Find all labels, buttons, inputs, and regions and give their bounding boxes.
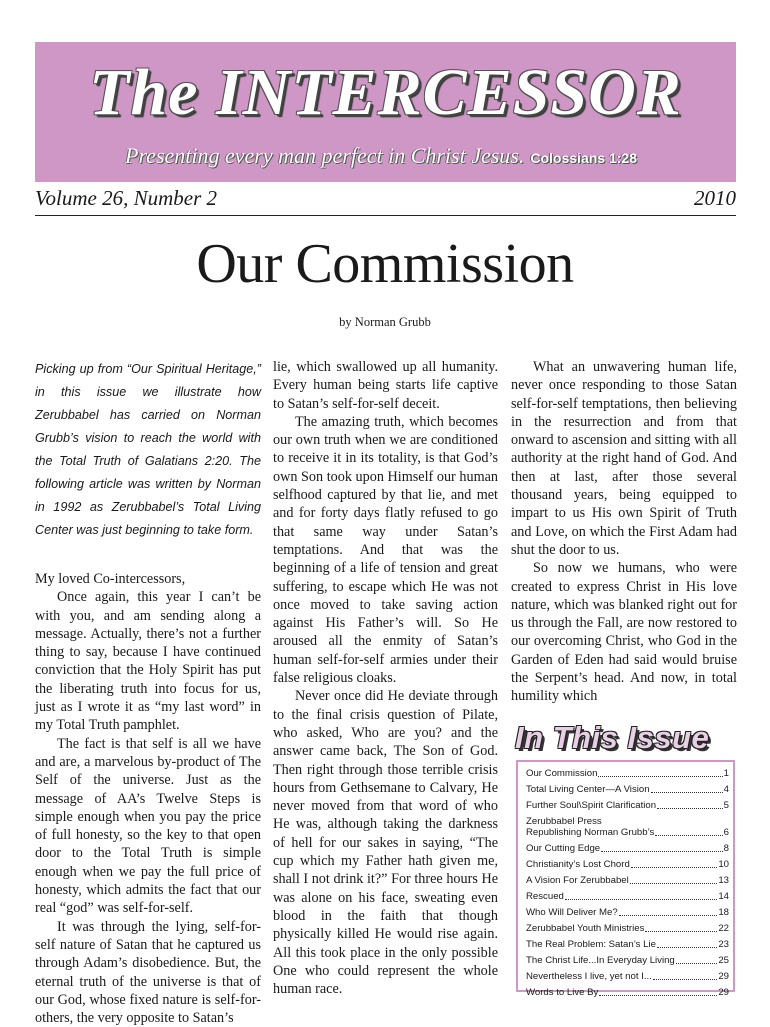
paragraph: The fact is that self is all we have and are, a marvelous by-product of The Self of the universe. Just as the message of AA’s Twelve Steps is simple enough when you pay the price of full honesty, so the key to that open door to the Total Truth is simple enough when we pay the full price of honesty, which admits the fact that our real “god” was self-for-self. bbox=[35, 735, 261, 917]
paragraph: What an unwavering human life, never once responding to those Satan self-for-self temptations, then believing in the resurrection and from that onward to ascension and sitting with all authority at the right hand of God. And then at last, after those several thousand years, being equipped to impart to us His own Spirit of Truth and Love, on which the First Adam had shut the door to us. bbox=[511, 359, 737, 558]
toc-item-page: 23 bbox=[718, 939, 729, 950]
article-column-3 bbox=[511, 358, 737, 706]
toc-item-title: Total Living Center—A Vision bbox=[526, 784, 650, 795]
toc-item-page: 8 bbox=[723, 843, 729, 854]
toc-item[interactable] bbox=[526, 891, 729, 902]
toc-leader-dots bbox=[565, 899, 717, 900]
toc-leader-dots bbox=[651, 792, 723, 793]
toc-leader-dots bbox=[598, 776, 722, 777]
volume-number: Volume 26, Number 2 bbox=[35, 186, 217, 210]
toc-item[interactable] bbox=[526, 987, 729, 998]
paragraph: So now we humans, who were created to express Christ in His love nature, which was blanked right out for us through the Fall, are now restored to our overcoming Christ, who God in the Garden of Eden had said would bruise the Serpent’s head. And now, in total humility which bbox=[511, 560, 737, 705]
paragraph: Once again, this year I can’t be with you, and am sending along a message. Actually, there’s not a further thing to say, because I have continued conviction that the Holy Spirit has put the liberating truth into focus for us, just as I wrote it as “my last word” in my Total Truth pamphlet. bbox=[35, 589, 261, 734]
toc-item[interactable] bbox=[526, 784, 729, 795]
toc-item-page: 4 bbox=[723, 784, 729, 795]
issue-year: 2010 bbox=[694, 186, 736, 210]
toc-leader-dots bbox=[676, 963, 718, 964]
toc-item-title: Nevertheless I live, yet not I... bbox=[526, 971, 652, 982]
paragraph: It was through the lying, self-for-self nature of Satan that he captured us through Adam’s disobedience. But, the eternal truth of the universe is that of our God, whose fixed nature is self-for-others, the very opposite to Satan’s bbox=[35, 918, 261, 1027]
toc-item-title: The Christ Life...In Everyday Living bbox=[526, 955, 675, 966]
header-divider bbox=[35, 215, 736, 216]
toc-leader-dots bbox=[655, 835, 722, 836]
toc-leader-dots bbox=[645, 931, 717, 932]
toc-item[interactable] bbox=[526, 971, 729, 982]
toc-leader-dots bbox=[653, 979, 717, 980]
toc-leader-dots bbox=[630, 883, 718, 884]
toc-item-page: 25 bbox=[718, 955, 729, 966]
masthead-tagline bbox=[125, 143, 637, 169]
newsletter-title: The INTERCESSOR bbox=[89, 56, 682, 129]
in-this-issue-heading: In This Issue bbox=[515, 720, 710, 755]
toc-item-page: 1 bbox=[723, 768, 729, 779]
toc-leader-dots bbox=[619, 915, 718, 916]
article-byline: by Norman Grubb bbox=[339, 315, 431, 329]
toc-item-title: Further Soul\Spirit Clarification bbox=[526, 800, 657, 811]
toc-item[interactable] bbox=[526, 816, 729, 838]
toc-leader-dots bbox=[657, 947, 717, 948]
toc-item[interactable] bbox=[526, 939, 729, 950]
toc-item-page: 13 bbox=[718, 875, 729, 886]
toc-item-title: Our Commission bbox=[526, 768, 598, 779]
toc-item-title: Christianity’s Lost Chord bbox=[526, 859, 630, 870]
toc-leader-dots bbox=[631, 867, 718, 868]
article-title: Our Commission bbox=[196, 233, 574, 295]
toc-item[interactable] bbox=[526, 955, 729, 966]
toc-item-title: Zerubbabel Youth Ministries bbox=[526, 923, 645, 934]
toc-item-page: 29 bbox=[718, 971, 729, 982]
toc-leader-dots bbox=[601, 851, 723, 852]
toc-item[interactable] bbox=[526, 843, 729, 854]
toc-item-title: Our Cutting Edge bbox=[526, 843, 601, 854]
toc-item-title: Words to Live By bbox=[526, 987, 599, 998]
toc-item-title: The Real Problem: Satan’s Lie bbox=[526, 939, 656, 950]
toc-item[interactable] bbox=[526, 923, 729, 934]
toc-leader-dots bbox=[599, 995, 717, 996]
toc-item-page: 6 bbox=[723, 827, 729, 838]
paragraph: My loved Co-intercessors, bbox=[35, 571, 186, 587]
toc-item-title: Zerubbabel Press Republishing Norman Grubb’s bbox=[526, 816, 655, 838]
paragraph: Never once did He deviate through to the final crisis question of Pilate, who asked, Who are you? and the answer came back, The Son of God. Then right through those terrible crisis hours from Gethsemane to Calvary, He never moved from that word of who He was, although taking the darkness of hell for our sakes in saying, “The cup which my Father hath given me, shall I not drink it?” For three hours He was alone on his face, sweating even blood in the faith that though physically killed He would rise again. All this took place in the only possible One who could represent the whole human race. bbox=[273, 688, 498, 998]
toc-item-page: 5 bbox=[723, 800, 729, 811]
toc-item[interactable] bbox=[526, 859, 729, 870]
toc-item[interactable] bbox=[526, 800, 729, 811]
toc-item-page: 22 bbox=[718, 923, 729, 934]
toc-item-title: Rescued bbox=[526, 891, 564, 902]
toc-item-title: Who Will Deliver Me? bbox=[526, 907, 618, 918]
toc-item[interactable] bbox=[526, 907, 729, 918]
article-intro: Picking up from “Our Spiritual Heritage,” in this issue we illustrate how Zerubbabel has carried on Norman Grubb’s vision to reach the world with the Total Truth of Galatians 2:20. The following article was written by Norman in 1992 as Zerubbabel’s Total Living Center was just beginning to take form. bbox=[35, 362, 261, 537]
table-of-contents bbox=[516, 760, 735, 998]
tagline-reference: Colossians 1:28 bbox=[530, 150, 637, 166]
toc-item[interactable] bbox=[526, 768, 729, 779]
paragraph: The amazing truth, which becomes our own truth when we are conditioned to receive it in its totality, is that God’s own Son took upon Himself our human selfhood captured by that lie, and met and for forty days flatly refused to go that same way under Satan’s temptations. And that was the beginning of a life of tension and great suffering, to escape which He was not once moved to take saving action against His Father’s will. So He aroused all the enmity of Satan’s human self-for-self armies under their false religious cloaks. bbox=[273, 413, 498, 687]
toc-item-page: 29 bbox=[718, 987, 729, 998]
toc-item[interactable] bbox=[526, 875, 729, 886]
masthead bbox=[35, 42, 736, 182]
article-column-2 bbox=[273, 358, 498, 998]
tagline-text: Presenting every man perfect in Christ Jesus. bbox=[125, 143, 525, 168]
toc-leader-dots bbox=[657, 808, 723, 809]
toc-item-title: A Vision For Zerubbabel bbox=[526, 875, 629, 886]
paragraph: lie, which swallowed up all humanity. Every human being starts life captive to Satan’s self-for-self deceit. bbox=[273, 359, 498, 412]
article-column-1 bbox=[35, 358, 261, 1027]
toc-item-page: 10 bbox=[718, 859, 729, 870]
toc-item-page: 14 bbox=[718, 891, 729, 902]
toc-item-page: 18 bbox=[718, 907, 729, 918]
